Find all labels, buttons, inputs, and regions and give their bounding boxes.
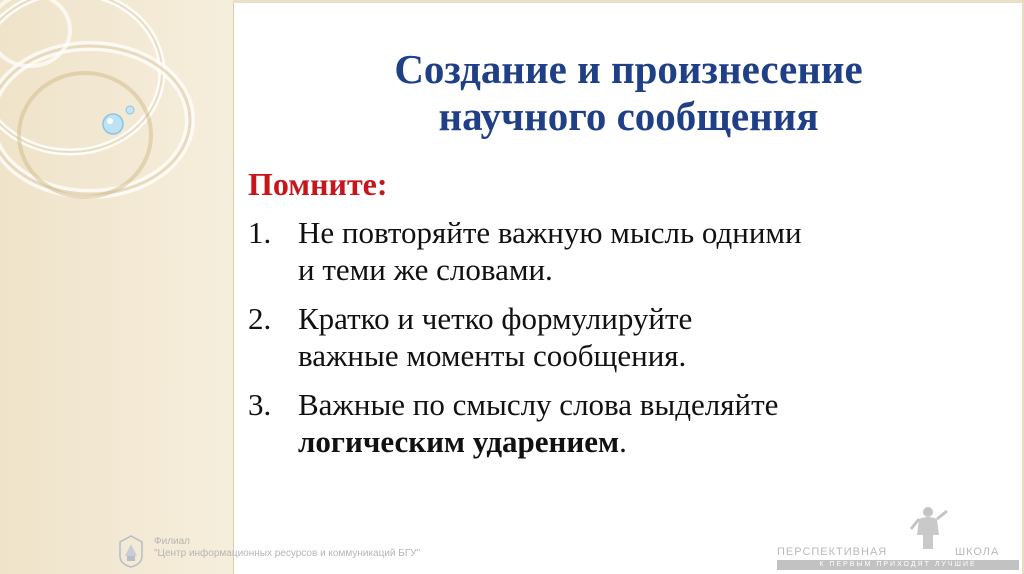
list-item: [248, 386, 948, 460]
remember-heading: Помните:: [248, 166, 388, 202]
emphasized-text: логическим ударением: [298, 424, 620, 459]
list-item-text: и теми же словами.: [298, 252, 553, 287]
list-item-text: Важные по смыслу слова выделяйте: [298, 387, 779, 422]
slide-content: [248, 166, 948, 472]
list-item-number: 3.: [248, 387, 272, 422]
list-item-text: Кратко и четко формулируйте: [298, 301, 693, 336]
title-line-1: Создание и произнесение: [394, 46, 863, 92]
list-item-number: 2.: [248, 301, 272, 336]
branch-line-2: "Центр информационных ресурсов и коммуникаций БГУ": [154, 548, 421, 559]
bsu-logo-icon: [118, 534, 144, 568]
decorative-side-panel: [0, 0, 234, 574]
decorative-rings-icon: [0, 0, 233, 574]
list-item-text: важные моменты сообщения.: [298, 338, 687, 373]
top-decorative-strip: [233, 0, 1024, 3]
school-word-2: ШКОЛА: [955, 546, 1000, 558]
list-item-text: Не повторяйте важную мысль одними: [298, 215, 802, 250]
slide-title: [233, 46, 1024, 140]
list-item-text-line-2: [298, 423, 948, 460]
title-line-2: научного сообщения: [438, 93, 819, 139]
school-tagline: К ПЕРВЫМ ПРИХОДЯТ ЛУЧШИЕ: [777, 560, 1019, 570]
school-figure-icon: [905, 505, 951, 551]
list-item-text-tail: .: [619, 424, 627, 459]
list-item: [248, 300, 948, 374]
list-item-number: 1.: [248, 215, 272, 250]
list-item: [248, 214, 948, 288]
branch-line-1: Филиал: [154, 536, 191, 547]
school-word-1: ПЕРСПЕКТИВНАЯ: [777, 546, 888, 558]
school-name: [777, 546, 1000, 558]
school-watermark: [777, 505, 1022, 572]
